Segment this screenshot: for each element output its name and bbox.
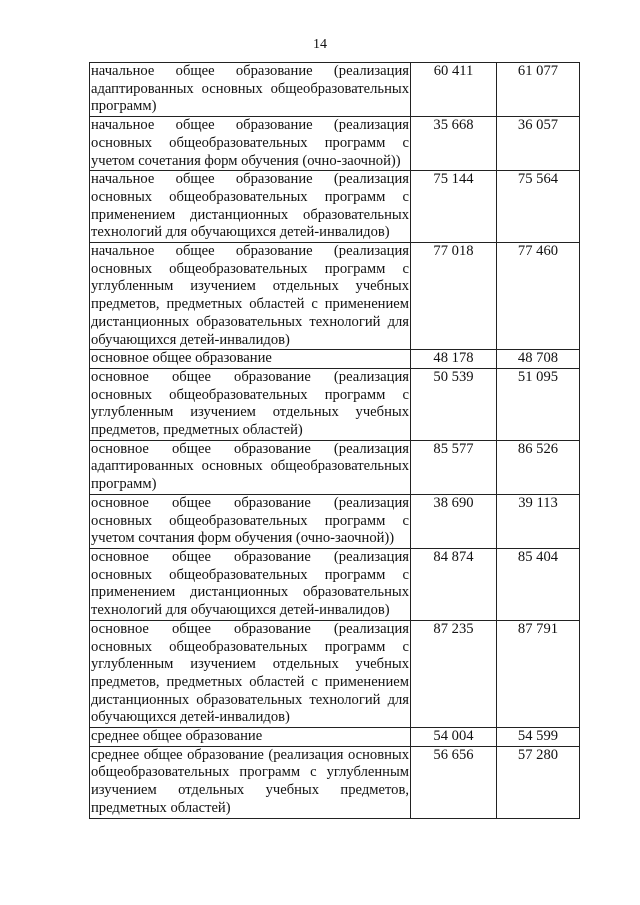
table-row: [90, 350, 580, 369]
row-description: начальное общее образование (реализация основных общеобразовательных программ с углубленным изучением отдельных учебных предметов, предметных областей с применением дистанционных образовательных технологий для обучающихся детей-инвалидов): [90, 243, 411, 350]
row-description: основное общее образование (реализация адаптированных основных общеобразовательных программ): [90, 440, 411, 494]
value-column-2: 75 564: [497, 171, 580, 243]
row-description: начальное общее образование (реализация адаптированных основных общеобразовательных программ): [90, 63, 411, 117]
row-description: основное общее образование (реализация основных общеобразовательных программ с учетом сочтания форм обучения (очно-заочной)): [90, 494, 411, 548]
row-description: основное общее образование: [90, 350, 411, 369]
value-column-1: 85 577: [411, 440, 497, 494]
value-column-1: 77 018: [411, 243, 497, 350]
value-column-2: 54 599: [497, 728, 580, 747]
table-row: [90, 368, 580, 440]
value-column-1: 54 004: [411, 728, 497, 747]
value-column-2: 51 095: [497, 368, 580, 440]
row-description: основное общее образование (реализация основных общеобразовательных программ с углубленным изучением отдельных учебных предметов, предметных областей с применением дистанционных образовательных технологий для обучающихся детей-инвалидов): [90, 620, 411, 727]
value-column-2: 87 791: [497, 620, 580, 727]
value-column-2: 36 057: [497, 117, 580, 171]
value-column-1: 60 411: [411, 63, 497, 117]
value-column-1: 75 144: [411, 171, 497, 243]
table-row: [90, 548, 580, 620]
row-description: начальное общее образование (реализация основных общеобразовательных программ с учетом сочетания форм обучения (очно-заочной)): [90, 117, 411, 171]
value-column-1: 50 539: [411, 368, 497, 440]
value-column-1: 56 656: [411, 746, 497, 818]
row-description: начальное общее образование (реализация основных общеобразовательных программ с применением дистанционных образовательных технологий для обучающихся детей-инвалидов): [90, 171, 411, 243]
value-column-1: 87 235: [411, 620, 497, 727]
value-column-1: 38 690: [411, 494, 497, 548]
row-description: среднее общее образование: [90, 728, 411, 747]
row-description: основное общее образование (реализация основных общеобразовательных программ с углубленным изучением отдельных учебных предметов, предметных областей): [90, 368, 411, 440]
value-column-1: 84 874: [411, 548, 497, 620]
value-column-2: 48 708: [497, 350, 580, 369]
row-description: основное общее образование (реализация основных общеобразовательных программ с применением дистанционных образовательных технологий для обучающихся детей-инвалидов): [90, 548, 411, 620]
table-row: [90, 117, 580, 171]
value-column-2: 39 113: [497, 494, 580, 548]
table-row: [90, 728, 580, 747]
value-column-2: 77 460: [497, 243, 580, 350]
page-number: 14: [313, 37, 327, 52]
value-column-2: 86 526: [497, 440, 580, 494]
value-column-2: 57 280: [497, 746, 580, 818]
value-column-1: 35 668: [411, 117, 497, 171]
cost-table: [89, 62, 580, 819]
table-row: [90, 440, 580, 494]
table-row: [90, 243, 580, 350]
table-row: [90, 63, 580, 117]
value-column-1: 48 178: [411, 350, 497, 369]
row-description: среднее общее образование (реализация основных общеобразовательных программ с углубленным изучением отдельных учебных предметов, предметных областей): [90, 746, 411, 818]
table-row: [90, 494, 580, 548]
table-row: [90, 171, 580, 243]
value-column-2: 61 077: [497, 63, 580, 117]
value-column-2: 85 404: [497, 548, 580, 620]
table-body: [90, 63, 580, 819]
table-row: [90, 620, 580, 727]
table-row: [90, 746, 580, 818]
